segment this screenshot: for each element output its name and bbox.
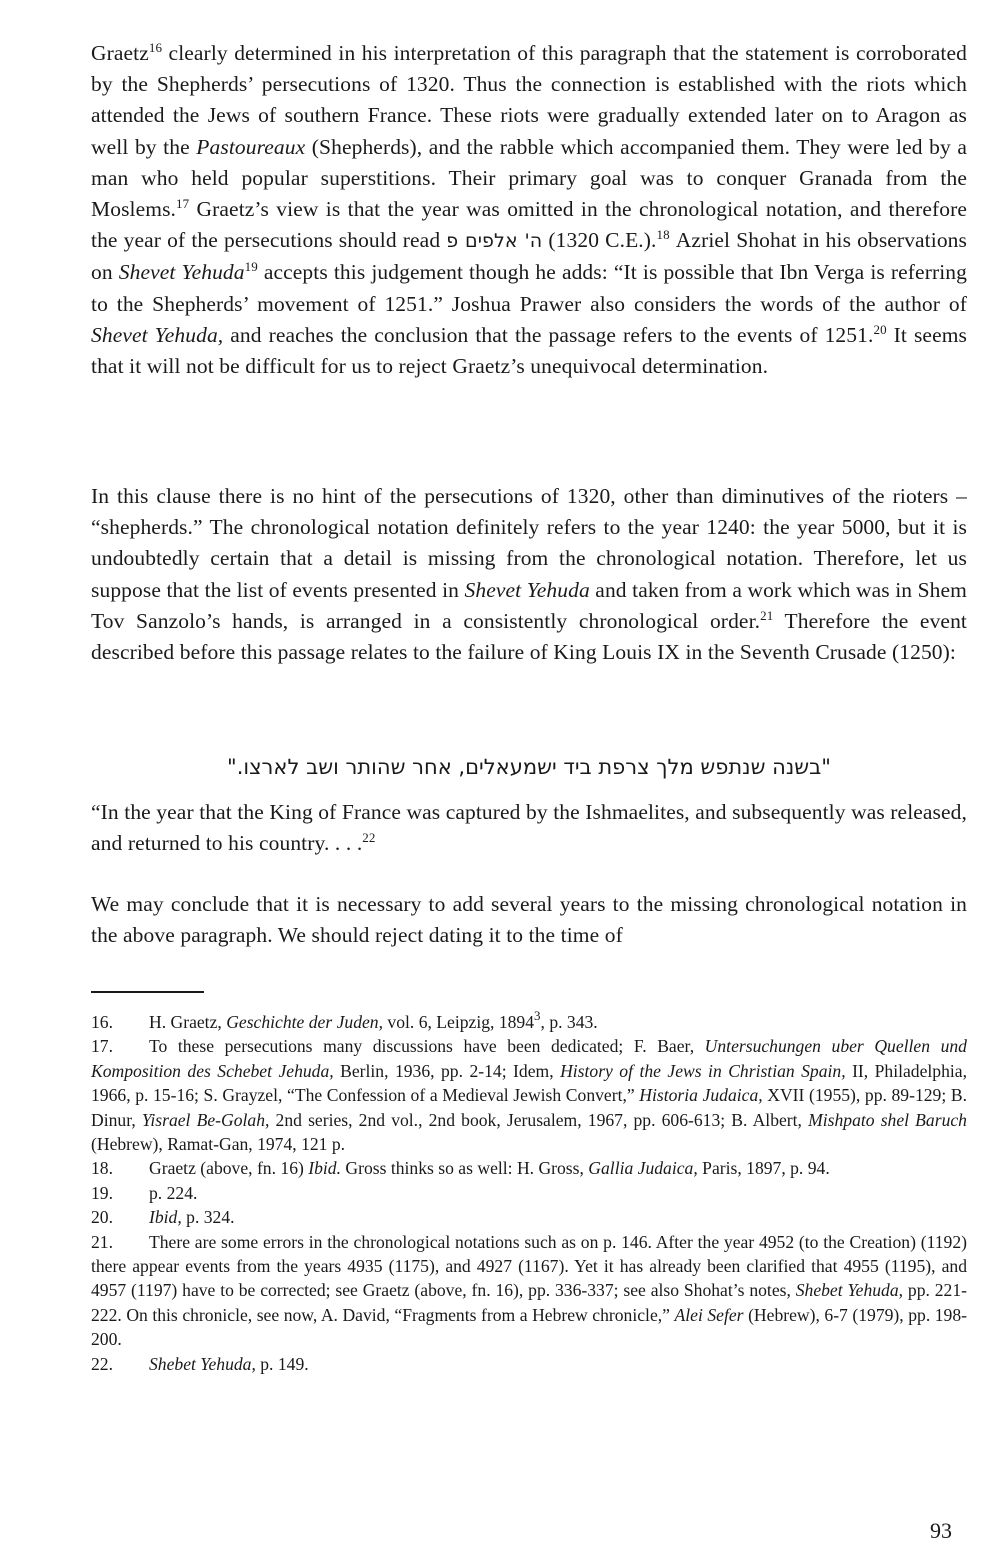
italic-text: Geschichte der Juden, <box>226 1012 384 1032</box>
italic-text: Shevet Yehuda <box>118 260 245 285</box>
footnote-ref: 21 <box>760 607 774 623</box>
footnote-number: 18. <box>91 1158 113 1179</box>
footnote-ref: 16 <box>148 40 163 55</box>
italic-text: Gallia Judaica, <box>588 1158 698 1179</box>
footnote-number: 19. <box>91 1182 113 1203</box>
italic-text: Shebet Yehuda, <box>795 1280 904 1301</box>
footnote-divider <box>91 991 204 993</box>
footnote: 20. Ibid, p. 324. <box>91 1205 967 1229</box>
footnote-ref: 3 <box>534 1008 541 1023</box>
footnote: 21. There are some errors in the chronological notations such as on p. 146. After the year 4952 (to the Creation) (1192) there appear events from the years 4935 (1175), and 4927 (1167). Yet it has already been clarified that 4955 (1195), and 4957 (1197) have to be corrected; see Graetz (above, fn. 16), pp. 336-337; see also Shohat’s notes, Shebet Yehuda, pp. 221-222. On this chronicle, see now, A. David, “Fragments from a Hebrew chronicle,” Alei Sefer (Hebrew), 6-7 (1979), pp. 198-200. <box>91 1231 968 1350</box>
footnote-ref: 22 <box>362 830 376 846</box>
italic-text: Alei Sefer <box>674 1304 744 1325</box>
italic-text: Historia Judaica, <box>639 1085 763 1106</box>
italic-text: Pastoureaux <box>196 134 306 159</box>
footnote-ref: 17 <box>176 196 190 212</box>
italic-text: Shebet Yehuda, <box>149 1353 256 1374</box>
paragraph: Graetz$^{16}$ clearly determined in his interpretation of this paragraph that the statement is corroborated by the Shepherds’ persecutions of 1320. Thus the connection is established with the riots which attended the Jews of southern France. These riots were gradually extended later on to Aragon as well by the Pastoureaux (Shepherds), and the rabble which accompanied them. They were led by a man who held popular superstitions. Their primary goal was to conquer Granada from the Moslems.$^{17}$ Graetz’s view is that the year was omitted in the chronological notation, and therefore the year of the persecutions should read ה' אלפים פ (1320 C.E.).$^{18}$ Azriel Shohat in his observations on Shevet Yehuda$^{19}$ accepts this judgement though he adds: “It is possible that Ibn Verga is referring to the Shepherds’ movement of 1251.” Joshua Prawer also considers the words of the author of Shevet Yehuda, and reaches the conclusion that the passage refers to the events of 1251.20 It seems that it will not be difficult for us to reject Graetz’s unequivocal determination. <box>91 40 968 379</box>
footnote-number: 16. <box>91 1012 113 1032</box>
footnote: 19. p. 224. <box>91 1181 967 1205</box>
footnote: 16. H. Graetz, Geschichte der Juden, vol. 6, Leipzig, 1894$^3$, p. 343. <box>91 1010 967 1034</box>
footnote-number: 17. <box>91 1036 113 1057</box>
hebrew-inline: ה' אלפים פ <box>446 230 543 253</box>
footnote-number: 21. <box>91 1231 113 1252</box>
italic-text: Yisrael Be-Golah, <box>141 1109 270 1130</box>
footnote-number: 22. <box>91 1353 113 1374</box>
paragraph: We may conclude that it is necessary to add several years to the missing chronological notation in the above paragraph. We should reject dating it to the time of <box>91 892 967 948</box>
paragraph: In this clause there is no hint of the persecutions of 1320, other than diminutives of the rioters – “shepherds.” The chronological notation definitely refers to the year 1240: the year 5000, but it is undoubtedly certain that a detail is missing from the chronological notation. Therefore, let us suppose that the list of events presented in Shevet Yehuda and taken from a work which was in Shem Tov Sanzolo’s hands, is arranged in a consistently chronological order.$^{21}$ Therefore the event described before this passage relates to the failure of King Louis IX in the Seventh Crusade (1250): <box>91 484 968 665</box>
footnote-ref: 19 <box>244 259 258 275</box>
page-number: 93 <box>930 1518 952 1543</box>
footnote: 22. Shebet Yehuda, p. 149. <box>91 1352 967 1376</box>
footnote: 17. To these persecutions many discussions have been dedicated; F. Baer, Untersuchungen uber Quellen und Komposition des Schebet Jehuda, Berlin, 1936, pp. 2-14; Idem, History of the Jews in Christian Spain, II, Philadelphia, 1966, p. 15-16; S. Grayzel, “The Confession of a Medieval Jewish Convert,” Historia Judaica, XVII (1955), pp. 89-129; B. Dinur, Yisrael Be-Golah, 2nd series, 2nd vol., 2nd book, Jerusalem, 1967, pp. 606-613; B. Albert, Mishpato shel Baruch (Hebrew), Ramat-Gan, 1974, 121 p. <box>91 1036 967 1155</box>
footnote: 18. Graetz (above, fn. 16) Ibid. Gross thinks so as well: H. Gross, Gallia Judaica, Paris, 1897, p. 94. <box>91 1156 967 1180</box>
italic-text: History of the Jews in Christian Spain, <box>560 1060 846 1081</box>
italic-text: Shevet Yehuda <box>464 577 590 602</box>
footnote-number: 20. <box>91 1207 113 1228</box>
footnote-ref: 18 <box>656 227 670 243</box>
translated-quotation: “In the year that the King of France was captured by the Ishmaelites, and subsequently was released, and returned to his country. . . .$^{22}$ <box>91 800 967 856</box>
italic-text: Shevet Yehuda, <box>91 322 224 347</box>
footnotes <box>91 1010 967 1376</box>
italic-text: Untersuchungen uber Quellen und Komposition des Schebet Jehuda, <box>91 1036 967 1081</box>
italic-text: Mishpato shel Baruch <box>808 1109 967 1130</box>
italic-text: Ibid, <box>149 1207 182 1228</box>
italic-text: Ibid. <box>308 1158 341 1179</box>
footnote-ref: 20 <box>873 321 887 337</box>
hebrew-quotation: "בשנה שנתפש מלך צרפת ביד ישמעאלים, אחר שהותר ושב לארצו." <box>227 755 831 779</box>
